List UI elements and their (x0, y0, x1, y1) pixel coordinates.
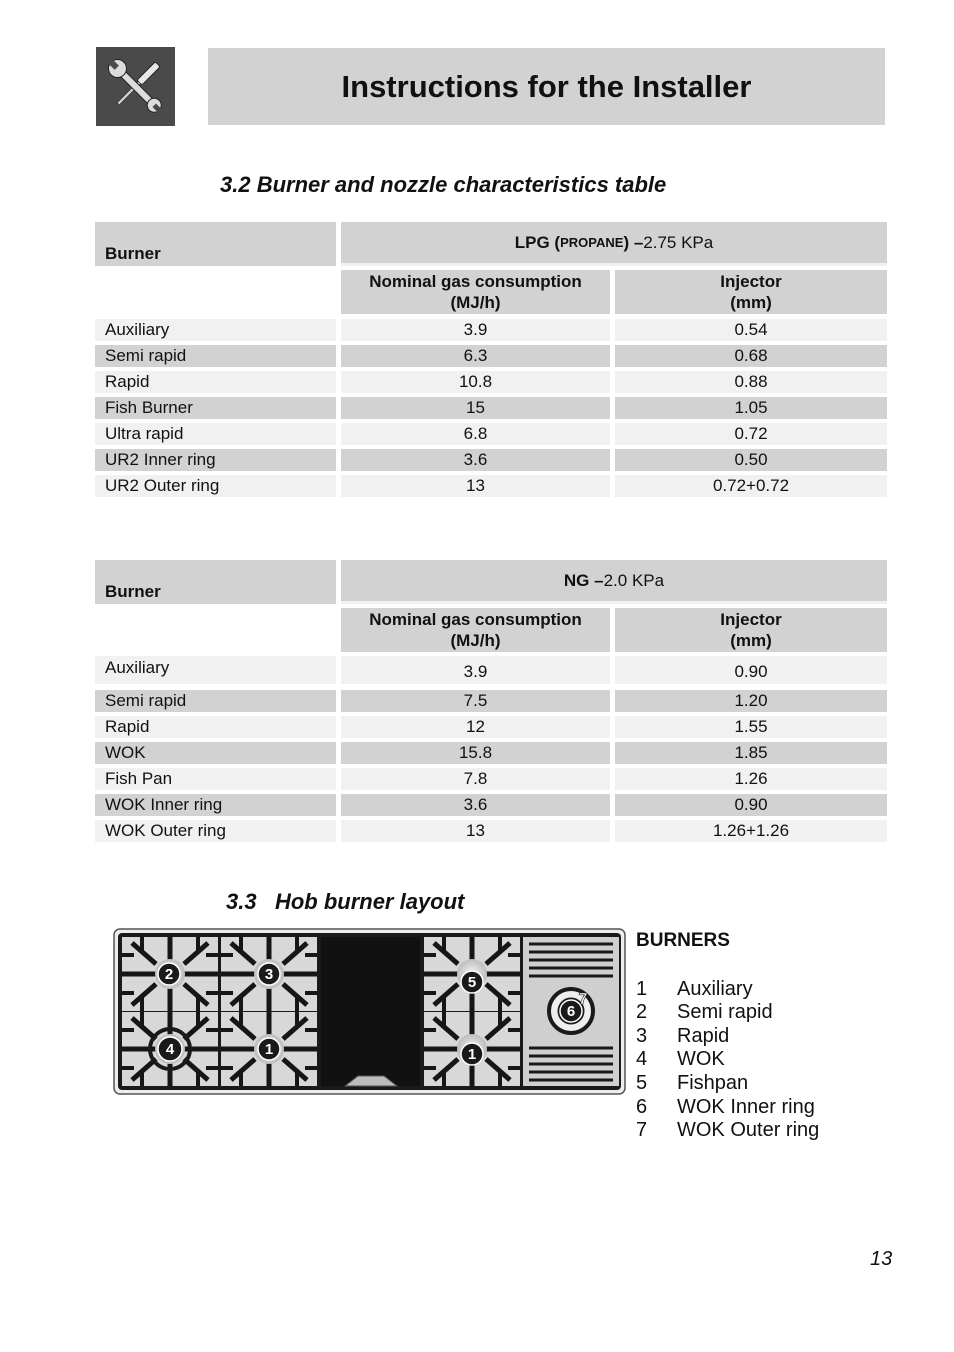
consumption-cell: 10.8 (341, 371, 610, 393)
legend-label: Fishpan (677, 1072, 749, 1094)
legend-num: 2 (636, 1001, 648, 1023)
burner-cell: UR2 Outer ring (95, 475, 336, 497)
legend-num: 6 (636, 1096, 648, 1118)
lpg-injector-header-l1: Injector (720, 272, 782, 291)
table-row (95, 794, 887, 816)
hob-marker-label: 1 (264, 1041, 274, 1058)
lpg-consumption-header-l2: (MJ/h) (450, 293, 501, 312)
section-title-3-3 (226, 889, 464, 915)
injector-cell: 1.05 (615, 397, 887, 419)
burner-cell: UR2 Inner ring (95, 449, 336, 471)
burner-cell: Fish Pan (95, 768, 336, 790)
ng-consumption-header (341, 608, 610, 652)
legend-item (636, 1048, 725, 1071)
ng-injector-header-l2: (mm) (730, 631, 772, 650)
legend-item (636, 1025, 729, 1048)
burner-cell: WOK (95, 742, 336, 764)
legend-item (636, 1096, 815, 1119)
section-number: 3.3 (226, 889, 257, 914)
ng-gas-header (341, 560, 887, 604)
ng-injector-header-l1: Injector (720, 610, 782, 629)
hob-marker-label: 5 (467, 974, 477, 991)
hob-marker-label: 2 (164, 966, 174, 983)
lpg-subheader-row (95, 270, 887, 314)
burner-cell: Rapid (95, 371, 336, 393)
injector-cell: 1.55 (615, 716, 887, 738)
ng-pressure: 2.0 KPa (603, 570, 665, 590)
ng-gas-label: NG – (563, 570, 604, 590)
hob-marker-label: 6 (566, 1003, 576, 1020)
hob-marker-1 (258, 1038, 280, 1060)
table-row (95, 319, 887, 341)
ng-header-row (95, 560, 887, 604)
hob-marker-label: 4 (165, 1041, 175, 1058)
table-row (95, 768, 887, 790)
table-row (95, 820, 887, 842)
hob-marker-1b (461, 1043, 483, 1065)
hob-marker-2 (158, 963, 180, 985)
burner-cell: Rapid (95, 716, 336, 738)
table-row (95, 345, 887, 367)
page-number: 13 (870, 1248, 893, 1270)
injector-cell: 1.20 (615, 690, 887, 712)
burner-cell: WOK Outer ring (95, 820, 336, 842)
section-title-text: Hob burner layout (274, 889, 465, 914)
hob-marker-4 (158, 1037, 182, 1061)
legend-item (636, 1072, 748, 1095)
lpg-injector-header (615, 270, 887, 314)
section-title-3-2: 3.2 Burner and nozzle characteristics table (220, 172, 667, 197)
lpg-gas-sub: PROPANE (560, 235, 624, 250)
legend-label: Rapid (677, 1025, 730, 1047)
ng-injector-header (615, 608, 887, 652)
ng-consumption-header-l2: (MJ/h) (450, 631, 501, 650)
burner-cell: Fish Burner (95, 397, 336, 419)
legend-num: 7 (636, 1119, 648, 1141)
hob-marker-7: 7 (578, 991, 588, 1008)
legend-label: Auxiliary (677, 978, 753, 1000)
burner-cell: Semi rapid (95, 690, 336, 712)
legend-num: 3 (636, 1025, 648, 1047)
injector-cell: 1.26 (615, 768, 887, 790)
lpg-gas-rest: ) – (623, 232, 644, 252)
consumption-cell: 3.6 (341, 449, 610, 471)
consumption-cell: 7.8 (341, 768, 610, 790)
legend-item (636, 1001, 773, 1024)
wrench-screwdriver-icon (96, 47, 175, 126)
lpg-pressure: 2.75 KPa (643, 232, 714, 252)
hob-marker-label: 1 (467, 1046, 477, 1063)
consumption-cell: 6.8 (341, 423, 610, 445)
ng-table (95, 560, 887, 843)
page-title-text: Instructions for the Installer (341, 68, 752, 104)
ng-consumption-header-l1: Nominal gas consumption (369, 610, 582, 629)
consumption-cell: 3.6 (341, 794, 610, 816)
injector-cell: 0.72 (615, 423, 887, 445)
table-row (95, 397, 887, 419)
legend-label: WOK Inner ring (677, 1096, 815, 1118)
injector-cell: 0.50 (615, 449, 887, 471)
table-row (95, 475, 887, 497)
lpg-table (95, 222, 887, 498)
lpg-burner-header: Burner (95, 222, 336, 266)
injector-cell: 0.72+0.72 (615, 475, 887, 497)
burner-cell: Ultra rapid (95, 423, 336, 445)
hob-burner-layout-diagram (113, 928, 626, 1095)
lpg-consumption-header (341, 270, 610, 314)
injector-cell: 0.88 (615, 371, 887, 393)
burner-cell: Auxiliary (95, 319, 336, 341)
burner-cell: Semi rapid (95, 345, 336, 367)
injector-cell: 1.85 (615, 742, 887, 764)
table-row (95, 423, 887, 445)
lpg-gas-label: LPG ( (514, 232, 561, 252)
legend-label: WOK (677, 1048, 725, 1070)
table-row (95, 716, 887, 738)
ng-burner-header: Burner (95, 560, 336, 604)
table-row (95, 656, 887, 684)
table-row (95, 449, 887, 471)
consumption-cell: 13 (341, 820, 610, 842)
consumption-cell: 15 (341, 397, 610, 419)
burner-cell: WOK Inner ring (95, 794, 336, 816)
legend-label: WOK Outer ring (677, 1119, 820, 1141)
table-row (95, 690, 887, 712)
lpg-consumption-header-l1: Nominal gas consumption (369, 272, 582, 291)
hob-marker-5 (461, 971, 483, 993)
consumption-cell: 13 (341, 475, 610, 497)
legend-label: Semi rapid (677, 1001, 773, 1023)
page-title (208, 48, 885, 125)
consumption-cell: 6.3 (341, 345, 610, 367)
injector-cell: 0.90 (615, 794, 887, 816)
legend-num: 5 (636, 1072, 648, 1094)
consumption-cell: 3.9 (341, 656, 610, 684)
table-row (95, 371, 887, 393)
injector-cell: 0.68 (615, 345, 887, 367)
legend-item (636, 1119, 819, 1142)
consumption-cell: 12 (341, 716, 610, 738)
injector-cell: 0.54 (615, 319, 887, 341)
consumption-cell: 15.8 (341, 742, 610, 764)
table-row (95, 742, 887, 764)
lpg-injector-header-l2: (mm) (730, 293, 772, 312)
hob-marker-label: 3 (264, 966, 274, 983)
lpg-gas-header (341, 222, 887, 266)
legend-num: 4 (636, 1048, 648, 1070)
consumption-cell: 3.9 (341, 319, 610, 341)
consumption-cell: 7.5 (341, 690, 610, 712)
lpg-header-row (95, 222, 887, 266)
burners-legend-title: BURNERS (636, 930, 730, 951)
ng-subheader-row (95, 608, 887, 652)
legend-num: 1 (636, 978, 648, 1000)
burner-cell: Auxiliary (95, 656, 336, 684)
injector-cell: 1.26+1.26 (615, 820, 887, 842)
injector-cell: 0.90 (615, 656, 887, 684)
hob-marker-3 (258, 963, 280, 985)
legend-item (636, 978, 753, 1001)
